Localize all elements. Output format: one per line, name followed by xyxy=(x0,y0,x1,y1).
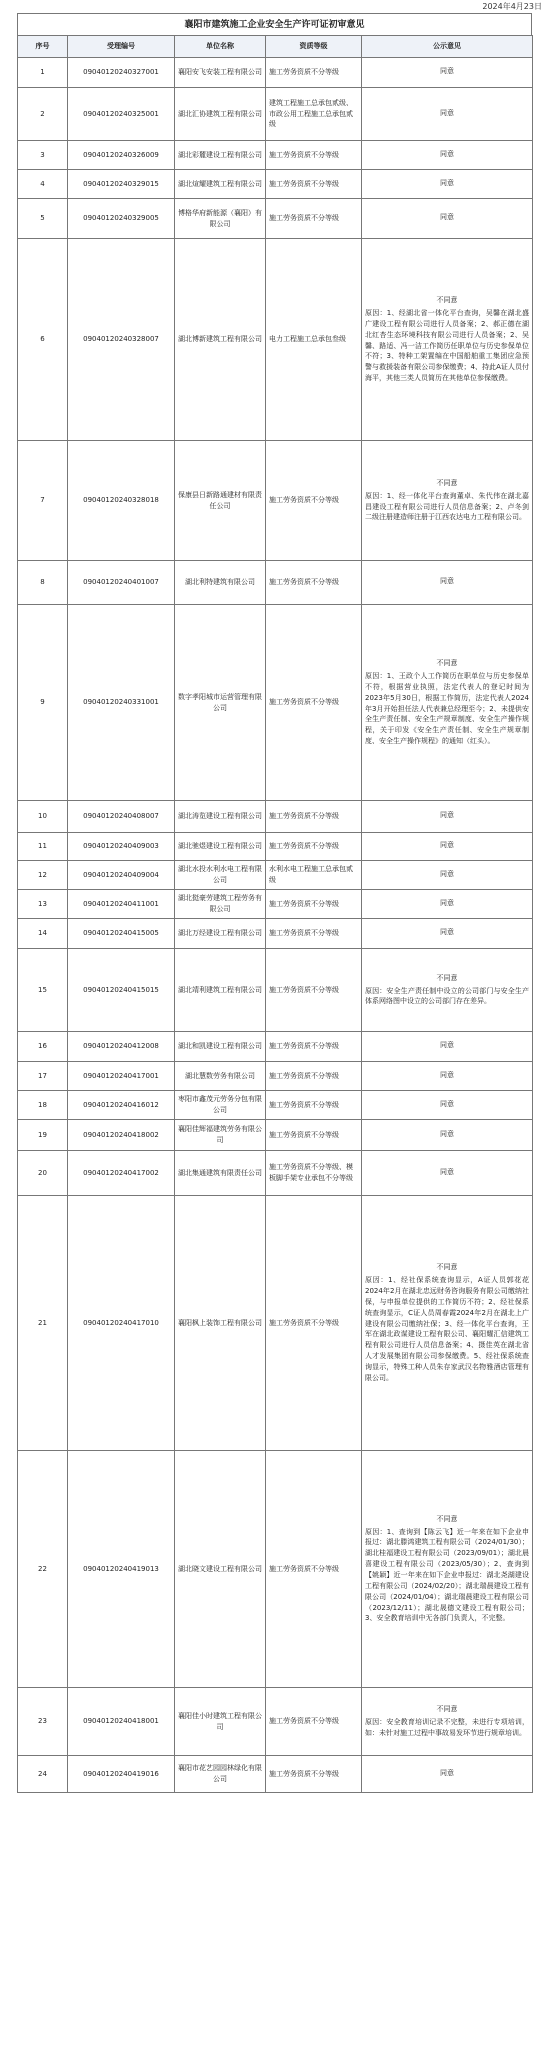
row-number: 23 xyxy=(18,1688,68,1756)
row-application-id: 09040120240416012 xyxy=(68,1091,175,1120)
row-number: 13 xyxy=(18,890,68,919)
row-application-id: 09040120240331001 xyxy=(68,605,175,801)
row-opinion xyxy=(362,561,533,605)
row-opinion xyxy=(362,88,533,141)
row-qualification-grade: 施工劳务资质不分等级 xyxy=(266,1032,362,1062)
opinion-verdict: 同意 xyxy=(440,1070,454,1079)
row-opinion xyxy=(362,801,533,833)
row-company-name: 湖北万经建设工程有限公司 xyxy=(175,919,266,949)
table-row xyxy=(18,861,533,890)
table-row xyxy=(18,1151,533,1196)
row-number: 9 xyxy=(18,605,68,801)
row-opinion xyxy=(362,441,533,561)
row-number: 17 xyxy=(18,1062,68,1091)
row-application-id: 09040120240411001 xyxy=(68,890,175,919)
opinion-verdict: 不同意 xyxy=(436,478,458,487)
opinion-verdict: 同意 xyxy=(440,67,454,76)
header-grade: 资质等级 xyxy=(266,36,362,58)
row-opinion xyxy=(362,861,533,890)
review-table-container xyxy=(17,13,532,1793)
row-company-name: 湖北靖利建筑工程有限公司 xyxy=(175,949,266,1032)
row-opinion xyxy=(362,1032,533,1062)
table-row xyxy=(18,88,533,141)
opinion-verdict: 同意 xyxy=(440,811,454,820)
table-row xyxy=(18,141,533,170)
row-company-name: 湖北挺豪劳建筑工程劳务有限公司 xyxy=(175,890,266,919)
row-company-name: 襄阳安飞安装工程有限公司 xyxy=(175,58,266,88)
table-row xyxy=(18,561,533,605)
row-qualification-grade: 施工劳务资质不分等级 xyxy=(266,170,362,199)
row-qualification-grade: 施工劳务资质不分等级 xyxy=(266,949,362,1032)
review-table xyxy=(17,35,533,1793)
row-qualification-grade: 施工劳务资质不分等级 xyxy=(266,890,362,919)
opinion-verdict: 同意 xyxy=(440,1129,454,1138)
row-company-name: 襄阳市花艺园园林绿化有限公司 xyxy=(175,1756,266,1793)
row-application-id: 09040120240418001 xyxy=(68,1688,175,1756)
row-qualification-grade: 施工劳务资质不分等级 xyxy=(266,1756,362,1793)
row-opinion xyxy=(362,1756,533,1793)
row-application-id: 09040120240401007 xyxy=(68,561,175,605)
row-company-name: 襄阳佳辉福建筑劳务有限公司 xyxy=(175,1120,266,1151)
row-number: 14 xyxy=(18,919,68,949)
row-company-name: 数字孝阳城市运营管理有限公司 xyxy=(175,605,266,801)
table-row xyxy=(18,919,533,949)
row-application-id: 09040120240328018 xyxy=(68,441,175,561)
opinion-verdict: 同意 xyxy=(440,1167,454,1176)
table-row xyxy=(18,1120,533,1151)
table-title: 襄阳市建筑施工企业安全生产许可证初审意见 xyxy=(17,13,532,35)
table-row xyxy=(18,58,533,88)
row-company-name: 湖北集通建筑有限责任公司 xyxy=(175,1151,266,1196)
row-company-name: 襄阳枫上装饰工程有限公司 xyxy=(175,1196,266,1451)
opinion-verdict: 同意 xyxy=(440,1099,454,1108)
row-company-name: 湖北和凯建设工程有限公司 xyxy=(175,1032,266,1062)
table-row xyxy=(18,441,533,561)
opinion-reason: 原因：1、经社保系统查询显示，A证人员郭花花2024年2月在湖北忠远财务咨询服务有限公司缴纳社保，与申报单位提供的工作简历不符；2、经社保系统查询显示，C证人员周春霞2024年2月在湖北上广建设有限公司缴纳社保；3、经一体化平台查询，王军在湖北政谋建设工程有限公司、襄阳耀汇信建筑工程有限公司进行人员信息备案；4、摄佳英在湖北省人才发展集团有限公司参保缴费。5、经社保系统查询显示，特殊工种人员朱存家武汉名物雅酒店管理有限公司。 xyxy=(365,1276,529,1382)
row-opinion xyxy=(362,170,533,199)
opinion-verdict: 同意 xyxy=(440,928,454,937)
row-qualification-grade: 施工劳务资质不分等级 xyxy=(266,1196,362,1451)
row-number: 24 xyxy=(18,1756,68,1793)
row-opinion xyxy=(362,1120,533,1151)
table-row xyxy=(18,801,533,833)
opinion-verdict: 不同意 xyxy=(436,1263,458,1272)
table-row xyxy=(18,890,533,919)
row-opinion xyxy=(362,58,533,88)
table-row xyxy=(18,1688,533,1756)
row-number: 6 xyxy=(18,239,68,441)
row-application-id: 09040120240417002 xyxy=(68,1151,175,1196)
row-qualification-grade: 施工劳务资质不分等级 xyxy=(266,561,362,605)
table-row xyxy=(18,1451,533,1688)
row-company-name: 保康县日新路通建材有限责任公司 xyxy=(175,441,266,561)
row-qualification-grade: 施工劳务资质不分等级 xyxy=(266,441,362,561)
table-row xyxy=(18,170,533,199)
row-application-id: 09040120240409003 xyxy=(68,833,175,861)
opinion-reason: 原因：1、查询到【陈云飞】近一年来在如下企业申报过：湖北滕鸿建筑工程有限公司（2024/01/30）；湖北桂福建设工程有限公司（2023/09/01）；湖北晨喜建设工程有限公司（2023/05/30）；2、查询到【姚颖】近一年来在如下企业申报过：湖北尧湖建设工程有限公司（2024/02/20）；湖北瑞晨建设工程有限公司（2024/01/04）；湖北瑞晨建设工程有限公司（2023/12/11）；湖北晟德文建设工程有限公司；3、安全教育培训中无各部门负责人，不完整。 xyxy=(365,1527,529,1623)
row-number: 16 xyxy=(18,1032,68,1062)
row-application-id: 09040120240328007 xyxy=(68,239,175,441)
row-opinion xyxy=(362,1062,533,1091)
row-company-name: 湖北汇协建筑工程有限公司 xyxy=(175,88,266,141)
row-number: 11 xyxy=(18,833,68,861)
table-row xyxy=(18,1062,533,1091)
row-application-id: 09040120240419016 xyxy=(68,1756,175,1793)
opinion-verdict: 同意 xyxy=(440,108,454,117)
row-opinion xyxy=(362,833,533,861)
opinion-verdict: 不同意 xyxy=(436,296,458,305)
row-application-id: 09040120240409004 xyxy=(68,861,175,890)
row-qualification-grade: 施工劳务资质不分等级 xyxy=(266,58,362,88)
row-number: 22 xyxy=(18,1451,68,1688)
row-number: 19 xyxy=(18,1120,68,1151)
row-application-id: 09040120240417010 xyxy=(68,1196,175,1451)
row-number: 12 xyxy=(18,861,68,890)
opinion-reason: 原因：1、经湖北省一体化平台查询，吴馨在湖北盛广建设工程有限公司进行人员备案；2、郝正德在湖北红杏生态环境科技有限公司进行人员备案；2、吴馨、路适、冯一洁工作简历任职单位与历史参保单位不符；3、特种工架置编在中国船舶重工集团应急预警与救援装备有限公司参保缴费；4、持此A证人员付海平，其他三类人员简历在其他单位参保缴费。 xyxy=(365,308,529,383)
row-application-id: 09040120240412008 xyxy=(68,1032,175,1062)
row-qualification-grade: 施工劳务资质不分等级 xyxy=(266,605,362,801)
opinion-reason: 原因：安全生产责任制中设立的公司部门与安全生产体系网络图中设立的公司部门存在差异。 xyxy=(365,986,529,1006)
row-number: 8 xyxy=(18,561,68,605)
row-opinion xyxy=(362,605,533,801)
table-row xyxy=(18,949,533,1032)
table-row xyxy=(18,199,533,239)
row-application-id: 09040120240325001 xyxy=(68,88,175,141)
header-opinion: 公示意见 xyxy=(362,36,533,58)
opinion-verdict: 不同意 xyxy=(436,973,458,982)
row-number: 3 xyxy=(18,141,68,170)
opinion-verdict: 同意 xyxy=(440,1768,454,1777)
table-row xyxy=(18,1032,533,1062)
row-application-id: 09040120240415005 xyxy=(68,919,175,949)
row-qualification-grade: 施工劳务资质不分等级、模板脚手架专业承包不分等级 xyxy=(266,1151,362,1196)
row-qualification-grade: 施工劳务资质不分等级 xyxy=(266,141,362,170)
table-row xyxy=(18,833,533,861)
row-opinion xyxy=(362,1196,533,1451)
row-application-id: 09040120240329005 xyxy=(68,199,175,239)
opinion-verdict: 同意 xyxy=(440,1041,454,1050)
row-qualification-grade: 建筑工程施工总承包贰级、市政公用工程施工总承包贰级 xyxy=(266,88,362,141)
row-number: 2 xyxy=(18,88,68,141)
table-row xyxy=(18,1756,533,1793)
row-qualification-grade: 施工劳务资质不分等级 xyxy=(266,1688,362,1756)
row-qualification-grade: 施工劳务资质不分等级 xyxy=(266,1062,362,1091)
opinion-verdict: 不同意 xyxy=(436,1514,458,1523)
table-row xyxy=(18,239,533,441)
row-opinion xyxy=(362,1151,533,1196)
row-qualification-grade: 水利水电工程施工总承包贰级 xyxy=(266,861,362,890)
row-company-name: 湖北慧数劳务有限公司 xyxy=(175,1062,266,1091)
table-row xyxy=(18,605,533,801)
opinion-verdict: 同意 xyxy=(440,898,454,907)
row-application-id: 09040120240329015 xyxy=(68,170,175,199)
table-header-row xyxy=(18,36,533,58)
row-qualification-grade: 施工劳务资质不分等级 xyxy=(266,801,362,833)
row-company-name: 湖北涛览建设工程有限公司 xyxy=(175,801,266,833)
row-application-id: 09040120240327001 xyxy=(68,58,175,88)
row-opinion xyxy=(362,239,533,441)
row-qualification-grade: 施工劳务资质不分等级 xyxy=(266,1091,362,1120)
row-company-name: 湖北水投水利水电工程有限公司 xyxy=(175,861,266,890)
table-row xyxy=(18,1196,533,1451)
row-company-name: 湖北晓文建设工程有限公司 xyxy=(175,1451,266,1688)
row-company-name: 湖北驰煜建设工程有限公司 xyxy=(175,833,266,861)
row-company-name: 襄阳佳小时建筑工程有限公司 xyxy=(175,1688,266,1756)
row-application-id: 09040120240326009 xyxy=(68,141,175,170)
opinion-verdict: 不同意 xyxy=(436,659,458,668)
row-opinion xyxy=(362,199,533,239)
row-company-name: 湖北博新建筑工程有限公司 xyxy=(175,239,266,441)
row-company-name: 湖北煊耀建筑工程有限公司 xyxy=(175,170,266,199)
opinion-verdict: 同意 xyxy=(440,213,454,222)
row-qualification-grade: 施工劳务资质不分等级 xyxy=(266,199,362,239)
row-number: 21 xyxy=(18,1196,68,1451)
row-number: 4 xyxy=(18,170,68,199)
row-company-name: 枣阳市鑫茂元劳务分包有限公司 xyxy=(175,1091,266,1120)
opinion-reason: 原因：安全教育培训记录不完整，未进行专项培训，如：未针对施工过程中事故易发环节进行规章培训。 xyxy=(365,1718,529,1737)
row-opinion xyxy=(362,1091,533,1120)
row-opinion xyxy=(362,890,533,919)
publish-date: 2024年4月23日 xyxy=(482,2,542,11)
row-qualification-grade: 施工劳务资质不分等级 xyxy=(266,919,362,949)
opinion-reason: 原因：1、经一体化平台查询董卓、朱代伟在湖北嘉昌建设工程有限公司进行人员信息备案；2、卢冬剑二级注册建造师注册于江西农达电力工程有限公司。 xyxy=(365,491,529,522)
row-number: 20 xyxy=(18,1151,68,1196)
header-no: 序号 xyxy=(18,36,68,58)
header-name: 单位名称 xyxy=(175,36,266,58)
opinion-verdict: 同意 xyxy=(440,178,454,187)
row-application-id: 09040120240408007 xyxy=(68,801,175,833)
row-application-id: 09040120240418002 xyxy=(68,1120,175,1151)
row-opinion xyxy=(362,919,533,949)
opinion-verdict: 同意 xyxy=(440,577,454,586)
table-row xyxy=(18,1091,533,1120)
row-qualification-grade: 电力工程施工总承包叁级 xyxy=(266,239,362,441)
row-application-id: 09040120240415015 xyxy=(68,949,175,1032)
row-application-id: 09040120240417001 xyxy=(68,1062,175,1091)
row-number: 5 xyxy=(18,199,68,239)
row-qualification-grade: 施工劳务资质不分等级 xyxy=(266,1120,362,1151)
opinion-reason: 原因：1、王政个人工作简历在职单位与历史参保单不符，根据营业执照，法定代表人的登记时间为2023年5月30日，根据工作简历，法定代表人2024年3月开始担任法人代表兼总经理至今；2、未提供安全生产责任制、安全生产规章制度、安全生产操作规程，关于印发《安全生产责任制、安全生产规章制度、安全生产操作规程》的通知（红头）。 xyxy=(365,671,529,746)
row-company-name: 湖北彩麓建设工程有限公司 xyxy=(175,141,266,170)
row-qualification-grade: 施工劳务资质不分等级 xyxy=(266,1451,362,1688)
row-application-id: 09040120240419013 xyxy=(68,1451,175,1688)
header-id: 受理编号 xyxy=(68,36,175,58)
row-opinion xyxy=(362,949,533,1032)
opinion-verdict: 同意 xyxy=(440,841,454,850)
row-qualification-grade: 施工劳务资质不分等级 xyxy=(266,833,362,861)
row-opinion xyxy=(362,141,533,170)
row-number: 7 xyxy=(18,441,68,561)
row-company-name: 湖北利特建筑有限公司 xyxy=(175,561,266,605)
row-opinion xyxy=(362,1451,533,1688)
row-number: 1 xyxy=(18,58,68,88)
opinion-verdict: 同意 xyxy=(440,149,454,158)
opinion-verdict: 不同意 xyxy=(436,1705,458,1714)
row-number: 10 xyxy=(18,801,68,833)
row-number: 15 xyxy=(18,949,68,1032)
row-opinion xyxy=(362,1688,533,1756)
row-company-name: 博格华府新能源（襄阳）有限公司 xyxy=(175,199,266,239)
row-number: 18 xyxy=(18,1091,68,1120)
opinion-verdict: 同意 xyxy=(440,869,454,878)
